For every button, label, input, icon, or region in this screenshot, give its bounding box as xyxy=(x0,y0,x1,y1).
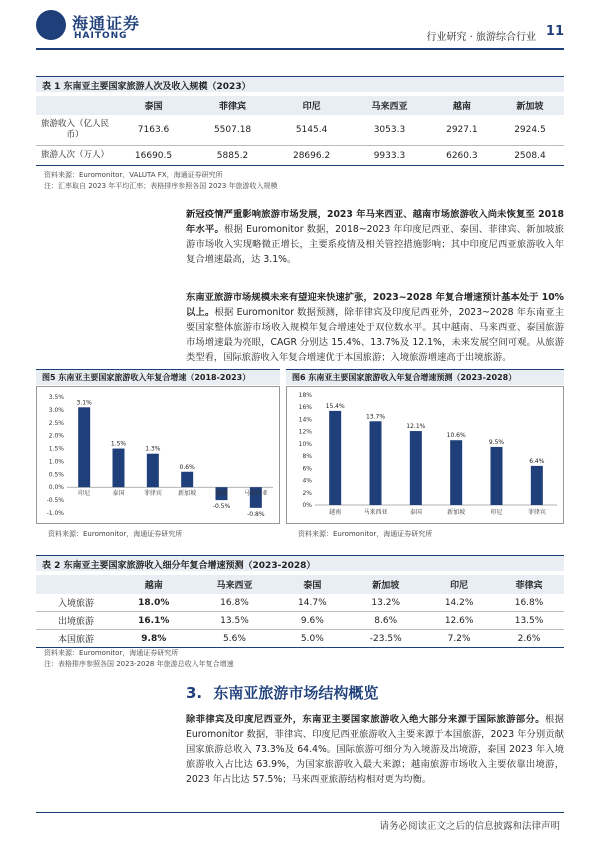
table-cell: 7163.6 xyxy=(137,125,170,135)
footer-disclaimer: 请务必阅读正文之后的信息披露和法律声明 xyxy=(379,821,560,832)
fig5-caption: 图5 东南亚主要国家旅游收入年复合增速（2018-2023） xyxy=(36,369,280,385)
table-cell: 16.8% xyxy=(514,597,544,608)
x-tick-label: 印尼 xyxy=(490,509,503,516)
table-cell: 14.7% xyxy=(298,597,327,608)
table2-note: 注：表格排序参照各国 2023-2028 年旅游总收入年复合增速 xyxy=(44,660,234,668)
y-tick-label: 0.5% xyxy=(48,471,64,479)
table-row xyxy=(36,115,564,146)
table2-col: 印尼 xyxy=(424,575,494,594)
table-cell: 2927.1 xyxy=(446,125,478,135)
y-tick-label: 18% xyxy=(298,392,312,399)
table2-col: 新加坡 xyxy=(347,575,424,594)
x-tick-label: 新加坡 xyxy=(178,490,197,498)
data-label: 15.4% xyxy=(325,402,345,410)
table-cell: 8.6% xyxy=(374,615,398,626)
table-cell: 13.5% xyxy=(514,615,544,626)
x-tick-label: 越南 xyxy=(215,490,228,498)
table1-source: 资料来源：Euromonitor、VALUTA FX，海通证券研究所 xyxy=(44,171,223,179)
row-label: 出境旅游 xyxy=(57,617,94,627)
table-cell: 14.2% xyxy=(444,597,474,608)
row-label: 旅游人次（万人） xyxy=(40,150,109,160)
fig6-caption: 图6 东南亚主要国家旅游收入年复合增速预测（2023-2028） xyxy=(286,369,564,385)
x-tick-label: 泰国 xyxy=(112,490,125,498)
data-label: 9.5% xyxy=(488,438,505,446)
y-tick-label: 12% xyxy=(298,428,312,436)
table1-caption: 表 1 东南亚主要国家旅游人次及收入规模（2023） xyxy=(36,76,564,92)
table-cell: 16.8% xyxy=(220,597,249,608)
section-number: 3. xyxy=(186,684,203,702)
bar xyxy=(181,472,193,487)
y-tick-label: 10% xyxy=(298,440,312,448)
bar xyxy=(410,431,422,505)
logo-text-cn: 海通证券 xyxy=(72,14,141,33)
data-label: -0.8% xyxy=(247,510,265,518)
table-cell: 5.0% xyxy=(300,633,324,644)
table2-caption: 表 2 东南亚主要国家旅游收入细分年复合增速预测（2023-2028） xyxy=(36,555,564,571)
table-cell: 16.1% xyxy=(138,615,170,626)
bar xyxy=(450,440,462,505)
section-title: 东南亚旅游市场结构概览 xyxy=(213,684,379,702)
x-tick-label: 泰国 xyxy=(409,509,422,516)
table-cell: 12.6% xyxy=(444,615,474,626)
data-label: 10.6% xyxy=(446,432,466,440)
y-tick-label: 14% xyxy=(298,416,312,424)
table-cell: 18.0% xyxy=(138,597,170,608)
y-tick-label: 1.5% xyxy=(48,445,64,453)
x-tick-label: 印尼 xyxy=(78,490,91,498)
fig5-chart xyxy=(36,386,280,524)
table-cell: 9.6% xyxy=(300,615,324,626)
page-number: 11 xyxy=(545,24,564,39)
table-row xyxy=(36,146,564,166)
data-label: 12.1% xyxy=(406,423,426,431)
table1-col: 越南 xyxy=(428,96,496,115)
table-cell: 28696.2 xyxy=(292,150,331,161)
footer-rule xyxy=(36,812,564,813)
table-cell: 5145.4 xyxy=(295,125,328,135)
table-cell: 9933.3 xyxy=(373,150,406,161)
table2-col: 泰国 xyxy=(277,575,347,594)
data-label: 0.6% xyxy=(179,463,195,471)
fig6-chart xyxy=(286,386,564,524)
table1-col: 菲律宾 xyxy=(193,96,272,115)
table1-col: 泰国 xyxy=(114,96,193,115)
table-cell: 5.6% xyxy=(223,633,246,644)
y-tick-label: -0.5% xyxy=(46,497,64,505)
row-label: 入境旅游 xyxy=(57,599,94,609)
data-label: 1.5% xyxy=(110,440,127,448)
table-cell: 7.2% xyxy=(447,633,471,644)
table-cell: 6260.3 xyxy=(446,150,478,161)
x-tick-label: 菲律宾 xyxy=(527,509,546,516)
table-row xyxy=(36,630,564,648)
data-label: -0.5% xyxy=(212,503,231,511)
y-tick-label: -1.0% xyxy=(46,510,64,517)
table1-col: 印尼 xyxy=(272,96,351,115)
table-cell: 5507.18 xyxy=(213,125,252,135)
table1-corner xyxy=(36,96,114,115)
paragraph-1 xyxy=(186,207,564,267)
table1-header-row xyxy=(36,96,564,115)
y-tick-label: 0.0% xyxy=(48,484,64,492)
table1 xyxy=(36,96,564,166)
table2-col: 马来西亚 xyxy=(192,575,278,594)
bar xyxy=(78,407,90,487)
x-tick-label: 菲律宾 xyxy=(143,490,162,498)
y-tick-label: 2.0% xyxy=(48,432,64,440)
y-tick-label: 3.5% xyxy=(48,394,64,401)
data-label: 1.3% xyxy=(145,445,161,453)
table-cell: 3053.3 xyxy=(373,125,406,135)
paragraph-2-lead: 东南亚旅游市场规模未来有望迎来快速扩张，2023~2028 年复合增速预计基本处于 10%以上。 xyxy=(186,292,564,318)
bar xyxy=(147,454,159,488)
y-tick-label: 8% xyxy=(302,453,312,461)
row-label: 旅游收入（亿人民币） xyxy=(40,119,109,140)
y-tick-label: 0% xyxy=(302,502,312,509)
x-tick-label: 越南 xyxy=(329,509,342,516)
x-tick-label: 马来西亚 xyxy=(243,490,268,498)
table-cell: -23.5% xyxy=(369,633,402,644)
fig5-svg xyxy=(37,387,279,523)
table2-source: 资料来源：Euromonitor，海通证券研究所 xyxy=(44,649,179,657)
logo-text-en: HAITONG xyxy=(74,31,128,41)
x-tick-label: 马来西亚 xyxy=(363,509,388,516)
table2-col: 越南 xyxy=(116,575,192,594)
table2-col: 菲律宾 xyxy=(494,575,564,594)
paragraph-2 xyxy=(186,290,564,365)
y-tick-label: 2.5% xyxy=(48,419,64,427)
x-tick-label: 新加坡 xyxy=(447,509,466,516)
data-label: 3.1% xyxy=(76,399,92,407)
logo-icon xyxy=(36,10,66,40)
table1-col: 马来西亚 xyxy=(351,96,428,115)
bar xyxy=(329,411,341,505)
paragraph-3 xyxy=(186,712,564,787)
paragraph-1-lead: 新冠疫情严重影响旅游市场发展，2023 年马来西亚、越南市场旅游收入尚未恢复至 2018 年水平。 xyxy=(186,209,564,235)
data-label: 6.4% xyxy=(529,457,545,465)
table-cell: 13.2% xyxy=(371,597,401,608)
table2-header-row xyxy=(36,575,564,594)
data-label: 13.7% xyxy=(365,413,386,421)
y-tick-label: 4% xyxy=(302,477,312,485)
table2 xyxy=(36,575,564,648)
header-rule xyxy=(36,48,564,50)
y-tick-label: 2% xyxy=(302,489,312,497)
table-cell: 5885.2 xyxy=(216,150,249,161)
bar xyxy=(113,449,125,488)
table-cell: 2508.4 xyxy=(514,150,546,161)
bar xyxy=(491,447,503,505)
table-row xyxy=(36,612,564,630)
row-label: 本国旅游 xyxy=(57,635,94,645)
fig5-source: 资料来源：Euromonitor，海通证券研究所 xyxy=(48,530,183,538)
table-row xyxy=(36,594,564,612)
paragraph-3-body: 根据 Euromonitor 数据，菲律宾、印度尼西亚旅游收入主要来源于本国旅游，2023 年分别贡献国家旅游总收入 73.3%及 64.4%。国际旅游可细分为入境游及出境游，泰国 2023 年入境旅游收入占比达 63.9%，为国家旅游收入最大来源；越南旅游市场收入主要依靠出境游，2023 年占比达 57.5%；马来西亚旅游结构相对更为均衡。 xyxy=(186,714,564,785)
header-section: 行业研究 · 旅游综合行业 xyxy=(426,32,536,43)
table-cell: 13.5% xyxy=(220,615,249,626)
paragraph-1-body: 根据 Euromonitor 数据，2018~2023 年印度尼西亚、泰国、菲律宾、新加坡旅游市场收入实现略微正增长，主要系疫情及相关管控措施影响；其中印度尼西亚旅游收入年复合增速最高，达 3.1%。 xyxy=(186,224,564,265)
paragraph-2-body: 根据 Euromonitor 数据预测，除菲律宾及印度尼西亚外，2023~2028 年东南亚主要国家整体旅游市场收入规模年复合增速处于双位数水平。其中越南、马来西亚、泰国旅游市场增速最为亮眼，CAGR 分别达 15.4%、13.7%及 12.1%，未来发展空间可观。从旅游类型看，国际旅游收入年复合增速优于本国旅游；入境旅游增速高于出境旅游。 xyxy=(186,307,564,363)
table-cell: 2924.5 xyxy=(514,125,546,135)
fig6-source: 资料来源：Euromonitor，海通证券研究所 xyxy=(298,530,433,538)
table-cell: 2.6% xyxy=(517,633,541,644)
section-heading xyxy=(186,682,378,703)
table-cell: 9.8% xyxy=(141,633,167,644)
bar xyxy=(370,421,382,505)
table1-note: 注：汇率取自 2023 年平均汇率；表格排序参照各国 2023 年旅游收入规模 xyxy=(44,182,278,190)
paragraph-3-lead: 除菲律宾及印度尼西亚外，东南亚主要国家旅游收入绝大部分来源于国际旅游部分。 xyxy=(186,714,545,725)
table1-col: 新加坡 xyxy=(496,96,564,115)
table-cell: 16690.5 xyxy=(134,150,173,161)
fig6-svg xyxy=(287,387,563,523)
y-tick-label: 6% xyxy=(302,465,312,473)
y-tick-label: 16% xyxy=(298,404,312,412)
y-tick-label: 1.0% xyxy=(48,458,64,466)
y-tick-label: 3.0% xyxy=(48,406,64,414)
bar xyxy=(531,466,543,505)
table2-corner xyxy=(36,575,116,594)
